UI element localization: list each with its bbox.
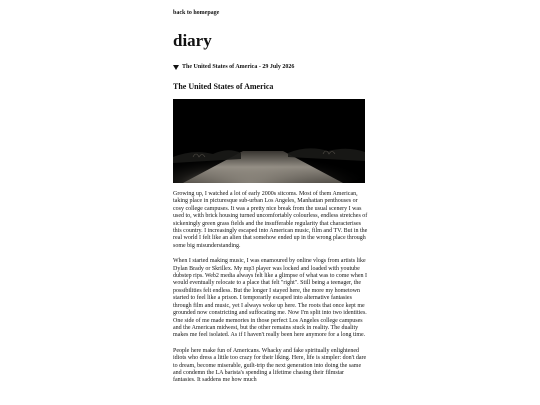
entry-paragraph: Growing up, I watched a lot of early 2000s sitcoms. Most of them American, taking place in picturesque sub-urban Los Angeles, Manhattan penthouses or cosy college campuses. It was a pretty nice break from the usual scenery I was used to, with brick housing turned uncomfortably colourless, endless stretches of sickeningly green grass fields and the insufferable regularity that characterises this country. I increasingly escaped into American music, film and TV. But in the real world I felt like an alien that somehow ended up in the wrong place through some big misunderstanding. [173,191,368,249]
entry-paragraph: People here make fun of Americans. Whacky and fake spiritually enlightened idiots who dress a little too crazy for their liking. Here, life is simpler: don't dare to dream, become miserable, guilt-trip the next generation into doing the same and condemn the LA barista's spending a lifetime chasing their filmstar fantasies. It saddens me how much [173,347,367,384]
night-road-photo [173,99,365,183]
night-dirt-road-photo-icon [173,99,365,183]
page-title: diary [173,31,212,50]
entry-disclosure-toggle[interactable] [173,63,368,71]
triangle-down-icon [173,65,179,70]
entry-paragraph: When I started making music, I was enamoured by online vlogs from artists like Dylan Brady or Skrillex. My mp3 player was locked and loaded with youtube dubstep rips. Web2 media always felt like a glimpse of what was to come when I would eventually relocate to a place that felt "right". Still being a teenager, the possibilities felt endless. But the longer I stayed here, the more my hometown started to feel like a prison. I temporarily escaped into alternative fantasies through film and music, yet I always woke up here. The roots that once kept me grounded now constricting and suffocating me. Now I'm split into two identities. One side of me made memories in those perfect Los Angeles college campuses and the American midwest, but the other remains stuck in reality. The duality makes me feel isolated. As if I haven't really been here anymore for a long time. [173,258,368,339]
entry-toggle-label: The United States of America - 29 July 2026 [182,64,295,70]
back-to-homepage-link[interactable]: back to homepage [173,10,220,16]
content-column [173,0,368,385]
entry-heading: The United States of America [173,82,274,91]
